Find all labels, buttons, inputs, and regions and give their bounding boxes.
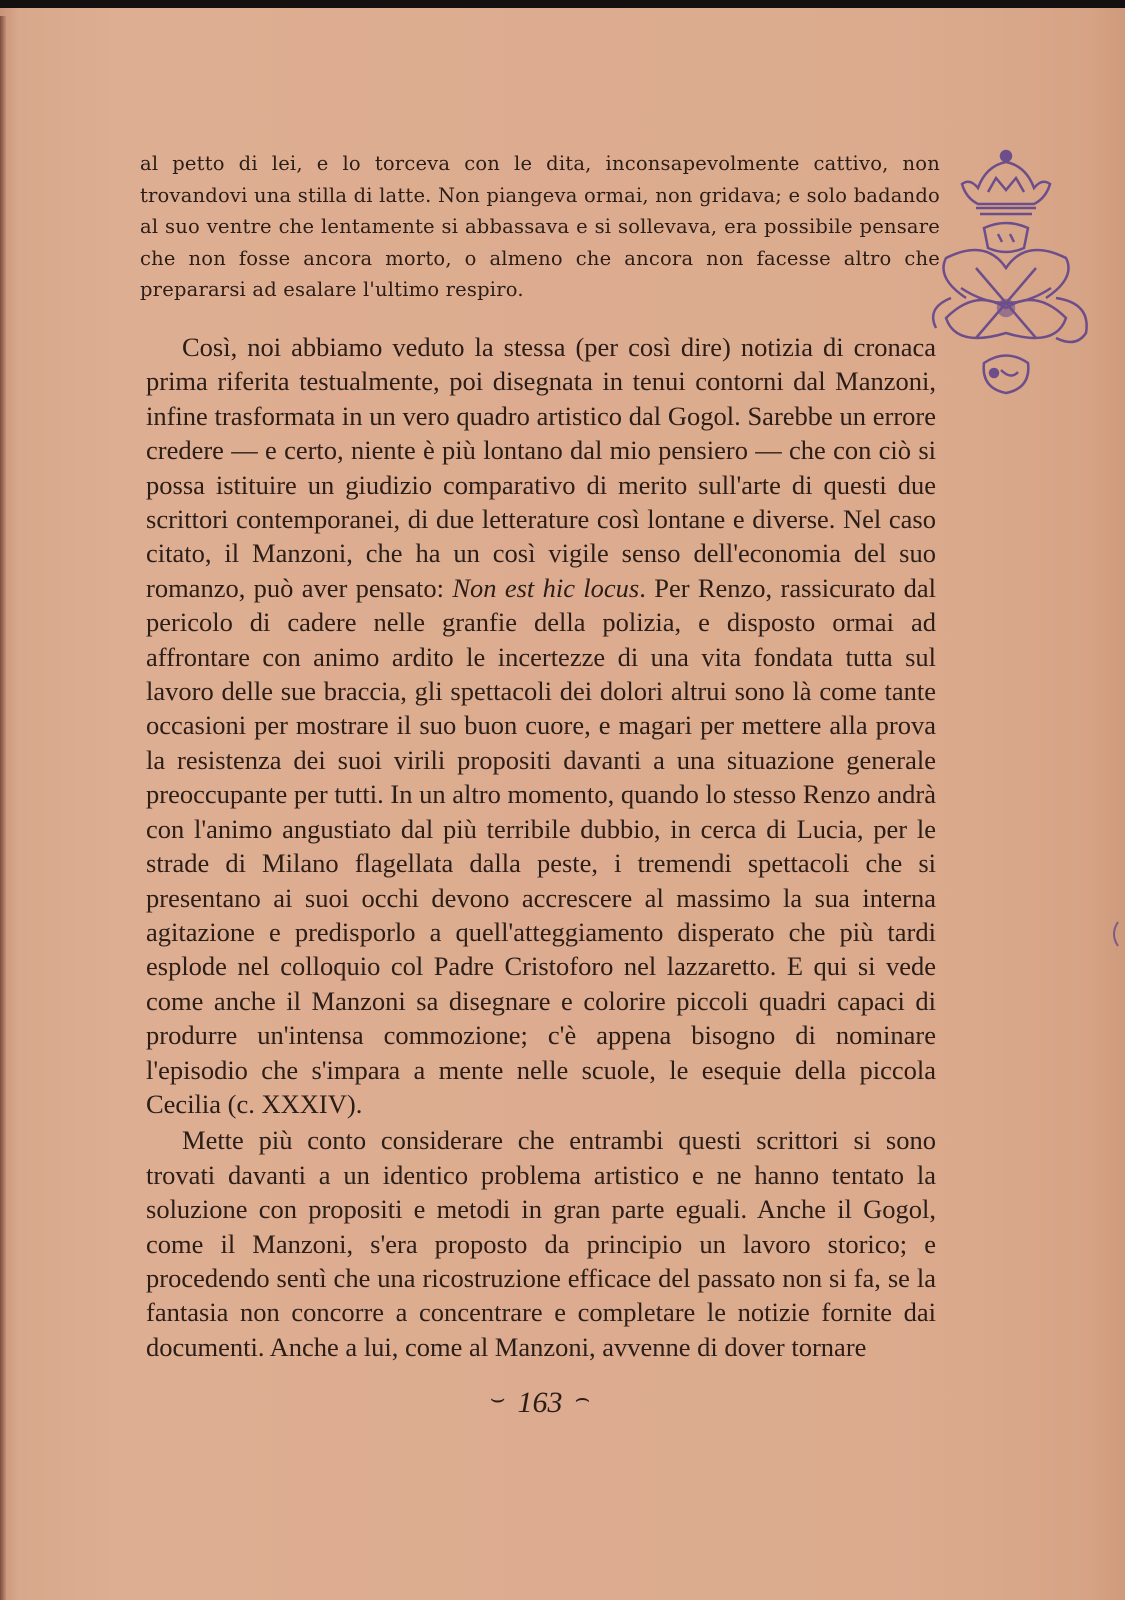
paragraph-1-part-b: . Per Renzo, rassicurato dal pericolo di cadere nelle granfie della polizia, e disposto ormai ad affrontare con animo ardito le incertezze di una vita fondata tutta sul lavoro delle sue braccia, gli spettacoli dei dolori altrui sono là come tante occasioni per mostrare il suo buon cuore, e magari per mettere alla prova la resistenza dei suoi virili propositi davanti a una situazione generale preoccupante per tutti. In un altro momento, quando lo stesso Renzo andrà con l'animo angustiato dal più terribile dubbio, in cerca di Lucia, per le strade di Milano flagellata dalla peste, i tremendi spettacoli che si presentano ai suoi occhi devono accrescere al massimo la sua interna agitazione e predisporlo a quell'atteggiamento disperato che più tardi esplode nel colloquio col Padre Cristoforo nel lazzaretto. E qui si vede come anche il Manzoni sa disegnare e colorire piccoli quadri capaci di produrre un'intensa commozione; c'è appena bisogno di nominare l'episodio che s'impara a mente nelle scuole, le esequie della piccola Cecilia (c. XXXIV). xyxy=(146,572,937,1119)
paragraph-1-part-a: Così, noi abbiamo veduto la stessa (per così dire) notizia di cronaca prima riferita testualmente, poi disegnata in tenui contorni dal Manzoni, infine trasformata in un vero quadro artistico dal Gogol. Sarebbe un errore credere — e certo, niente è più lontano dal mio pensiero — che con ciò si possa istituire un giudizio comparativo di merito sull'arte di questi due scrittori contemporanei, di due letterature così lontane e diverse. Nel caso citato, il Manzoni, che ha un così vigile senso dell'economia del suo romanzo, può aver pensato: xyxy=(146,332,936,603)
scan-top-border xyxy=(0,0,1125,8)
intro-paragraph: al petto di lei, e lo torceva con le dita, inconsapevolmente cattivo, non trovandovi una stilla di latte. Non piangeva ormai, non gridava; e solo badando al suo ventre che lentamente si abbassava e si sollevava, era possibile pensare che non fosse ancora morto, o almeno che ancora non facesse altro che prepararsi ad esalare l'ultimo respiro. xyxy=(140,152,940,301)
page-number xyxy=(0,1386,1080,1420)
library-stamp-icon xyxy=(906,148,1106,408)
latin-phrase: Non est hic locus xyxy=(452,572,640,603)
margin-mark-icon xyxy=(1108,920,1122,948)
page-number-value: 163 xyxy=(517,1386,563,1419)
paragraph-2: Mette più conto considerare che entrambi questi scrittori si sono trovati davanti a un identico problema artistico e ne hanno tentato la soluzione con propositi e metodi in gran parte eguali. Anche il Gogol, come il Manzoni, s'era proposto da principio un lavoro storico; e procedendo sentì che una ricostruzione efficace del passato non si fa, se la fantasia non concorre a concentrare e completare le notizie fornite dai documenti. Anche a lui, come al Manzoni, avvenne di dover tornare xyxy=(146,1125,936,1362)
right-ornament: ⌢ xyxy=(574,1386,591,1412)
left-ornament: ⌣ xyxy=(489,1386,506,1412)
main-text-body xyxy=(146,330,936,1364)
book-page xyxy=(0,8,1125,1600)
paragraph-1 xyxy=(146,330,936,1121)
page-gutter-edge xyxy=(0,16,6,1600)
